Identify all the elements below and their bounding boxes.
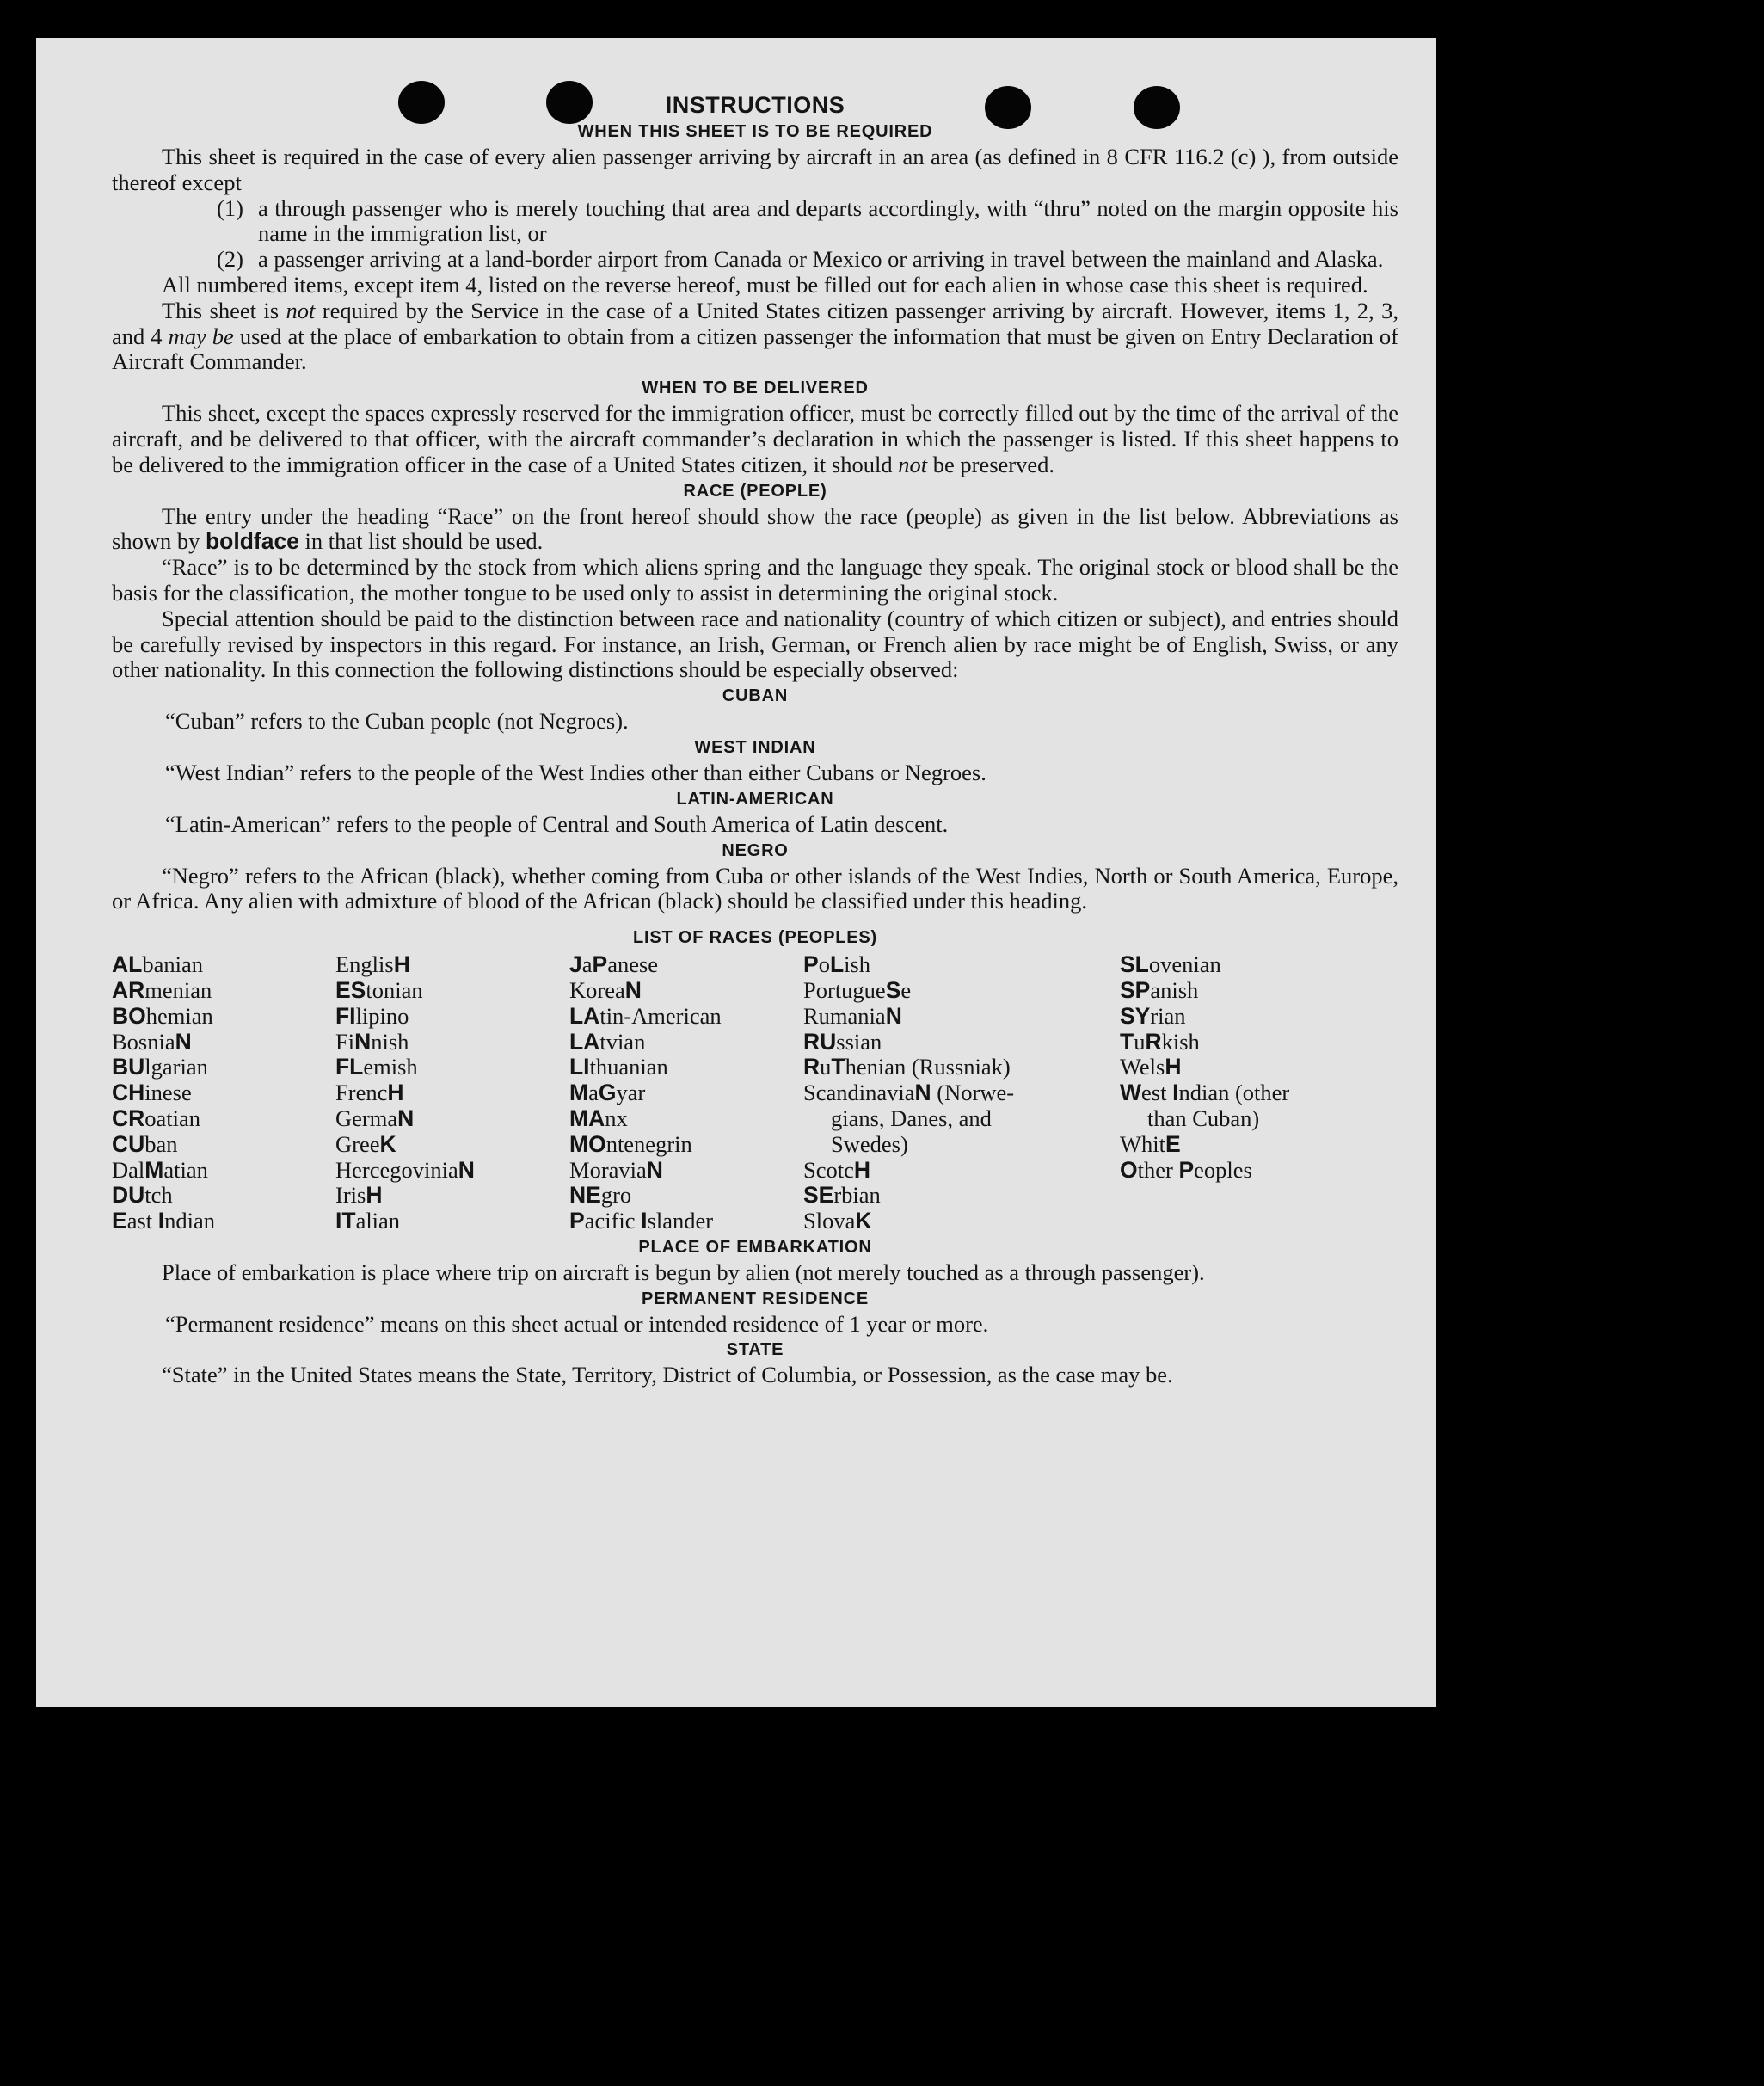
race-text: anish — [1150, 976, 1199, 1003]
race-abbreviation: N — [624, 976, 642, 1003]
race-entry — [1120, 1055, 1378, 1080]
paragraph — [112, 401, 1398, 477]
paragraph — [112, 504, 1398, 556]
race-abbreviation: P — [1178, 1156, 1195, 1183]
list-item-number: (1) — [217, 194, 243, 221]
race-column — [569, 952, 803, 1234]
race-text: tch — [144, 1182, 173, 1209]
race-abbreviation: N — [646, 1156, 663, 1183]
race-entry — [569, 1132, 803, 1158]
paragraph: “West Indian” refers to the people of the West Indies other than either Cubans or Negroes. — [165, 759, 986, 785]
race-abbreviation: E — [1165, 1130, 1181, 1157]
race-text: lgarian — [144, 1054, 208, 1080]
race-entry — [1120, 1004, 1378, 1030]
race-entry — [335, 1004, 569, 1030]
race-text: inese — [144, 1080, 192, 1106]
race-text: lipino — [355, 1002, 409, 1029]
text-run: required by the Service in the case of a United States citizen passenger arriving by aircraft. However, items 1, 2, 3, and 4 — [112, 297, 1398, 349]
section-heading: WEST INDIAN — [694, 737, 816, 757]
race-text: Frenc — [335, 1080, 388, 1106]
race-text: Swedes) — [831, 1130, 908, 1157]
paragraph: “Cuban” refers to the Cuban people (not Negroes). — [165, 708, 629, 735]
race-abbreviation: FL — [335, 1054, 364, 1080]
race-text: rian — [1150, 1002, 1186, 1029]
race-entry — [335, 1132, 569, 1158]
paragraph: “Latin-American” refers to the people of Central and South America of Latin descent. — [165, 810, 949, 837]
race-abbreviation: S — [885, 976, 901, 1003]
race-entry — [112, 1209, 335, 1234]
paragraph: “Permanent residence” means on this sheet actual or intended residence of 1 year or more. — [165, 1310, 989, 1337]
race-entry — [803, 1004, 1120, 1030]
race-entry — [335, 1055, 569, 1080]
section-heading: WHEN TO BE DELIVERED — [642, 378, 869, 398]
race-abbreviation: N — [354, 1028, 372, 1055]
race-abbreviation: N — [885, 1002, 902, 1029]
race-entry — [112, 1106, 335, 1132]
race-entry — [1120, 978, 1378, 1004]
race-entry — [569, 1004, 803, 1030]
race-abbreviation: I — [1172, 1080, 1179, 1106]
race-text: gians, Danes, and — [831, 1105, 992, 1131]
race-text: ntenegrin — [605, 1130, 692, 1157]
race-text: e — [900, 976, 912, 1003]
race-entry — [1120, 1030, 1378, 1055]
race-abbreviation: N — [175, 1028, 192, 1055]
race-entry — [335, 1080, 569, 1106]
race-abbreviation: N — [914, 1080, 931, 1106]
race-text: Scotc — [803, 1156, 854, 1183]
race-text: thuanian — [589, 1054, 668, 1080]
race-column — [335, 952, 569, 1234]
race-entry — [112, 1080, 335, 1106]
race-text: ast — [126, 1208, 158, 1234]
race-text: est — [1141, 1080, 1173, 1106]
race-abbreviation: I — [157, 1208, 165, 1234]
race-text: acific — [584, 1208, 642, 1234]
race-abbreviation: SP — [1120, 976, 1151, 1003]
race-abbreviation: H — [853, 1156, 871, 1183]
race-abbreviation: LA — [569, 1028, 600, 1055]
race-abbreviation: M — [144, 1156, 164, 1183]
list-item-text: a passenger arriving at a land-border airport from Canada or Mexico or arriving in travel between the mainland and Alaska. — [258, 246, 1384, 273]
race-text: rbian — [833, 1182, 881, 1209]
race-entry — [112, 1055, 335, 1080]
race-text: oatian — [144, 1105, 201, 1131]
list-item — [112, 196, 1398, 248]
race-column — [1120, 952, 1378, 1234]
text-run: used at the place of embarkation to obtain from a citizen passenger the information that must be given on Entry Declaration of Aircraft Commander. — [112, 323, 1398, 375]
race-text: ovenian — [1148, 951, 1221, 978]
race-text: u — [1134, 1028, 1146, 1055]
race-text: gro — [600, 1182, 632, 1209]
paragraph: “State” in the United States means the State, Territory, District of Columbia, or Possession, as the case may be. — [162, 1362, 1173, 1388]
race-text: ssian — [836, 1028, 882, 1055]
text-run: This sheet, except the spaces expressly reserved for the immigration officer, must be correctly filled out by the time of the arrival of the aircraft, and be delivered to that officer, with the aircraft commander’s declaration in which the passenger is listed. If this sheet happens to be delivered to the immigration officer in the case of a United States citizen, it should — [112, 400, 1398, 477]
race-entry — [569, 1183, 803, 1209]
race-abbreviation: N — [397, 1105, 415, 1131]
race-text: Scandinavia — [803, 1080, 915, 1106]
race-abbreviation: P — [569, 1208, 585, 1234]
race-text: hemian — [145, 1002, 213, 1029]
race-entry — [112, 1183, 335, 1209]
race-abbreviation: SY — [1120, 1002, 1151, 1029]
race-text: u — [820, 1054, 832, 1080]
race-text: Moravia — [569, 1156, 647, 1183]
race-text: Gree — [335, 1130, 380, 1157]
sheet-content — [112, 91, 1398, 1388]
race-entry — [1120, 1132, 1378, 1158]
section-heading: PLACE OF EMBARKATION — [638, 1237, 872, 1257]
race-text: ndian — [164, 1208, 215, 1234]
paragraph: Special attention should be paid to the distinction between race and nationality (country of which citizen or subject), and entries should be carefully revised by inspectors in this regard. For instance, an Irish, German, or French alien by race might be of English, Swiss, or any other nationality. In this connection the following distinctions should be especially observed: — [112, 605, 1398, 683]
race-text: Iris — [335, 1182, 366, 1209]
race-abbreviation: G — [598, 1080, 617, 1106]
race-entry — [569, 1080, 803, 1106]
race-abbreviation: R — [1145, 1028, 1162, 1055]
text-run: The entry under the heading “Race” on the front hereof should show the race (people) as given in the list below. Abbreviations as shown by — [112, 502, 1398, 555]
paragraph: This sheet is required in the case of every alien passenger arriving by aircraft in an area (as defined in 8 CFR 116.2 (c) ), from outside thereof except — [112, 144, 1398, 195]
race-text: emish — [363, 1054, 418, 1080]
text-run: in that list should be used. — [298, 528, 544, 555]
race-text: o — [818, 951, 830, 978]
race-entry — [335, 1106, 569, 1132]
race-entry — [1120, 1158, 1378, 1184]
race-text: nx — [605, 1105, 628, 1131]
race-entry — [335, 1030, 569, 1055]
race-entry — [803, 1055, 1120, 1080]
race-entry — [112, 978, 335, 1004]
race-abbreviation: SE — [803, 1182, 834, 1209]
race-abbreviation: H — [393, 951, 410, 978]
race-entry — [112, 1030, 335, 1055]
race-entry-continuation — [803, 1106, 1120, 1132]
race-entry — [569, 1055, 803, 1080]
race-abbreviation: R — [803, 1054, 821, 1080]
race-text: ish — [844, 951, 871, 978]
race-text: than Cuban) — [1147, 1105, 1260, 1131]
italic-text: not — [898, 451, 928, 477]
race-text: Wels — [1120, 1054, 1165, 1080]
race-text: banian — [142, 951, 203, 978]
race-text: Hercegovinia — [335, 1156, 458, 1183]
race-abbreviation: M — [569, 1080, 589, 1106]
race-entry — [803, 1158, 1120, 1184]
race-text: Fi — [335, 1028, 355, 1055]
race-abbreviation: E — [112, 1208, 127, 1234]
race-text: henian (Russniak) — [845, 1054, 1011, 1080]
race-abbreviation: NE — [569, 1182, 601, 1209]
race-entry — [335, 1158, 569, 1184]
race-text: Bosnia — [112, 1028, 175, 1055]
race-entry — [803, 1080, 1120, 1106]
paragraph — [112, 298, 1398, 375]
page-title: INSTRUCTIONS — [665, 92, 845, 118]
race-text: slander — [647, 1208, 714, 1234]
race-abbreviation: P — [803, 951, 819, 978]
race-entry — [112, 1004, 335, 1030]
race-abbreviation: MO — [569, 1130, 606, 1157]
race-entry — [335, 1183, 569, 1209]
race-column — [803, 952, 1120, 1234]
race-text: nish — [371, 1028, 409, 1055]
race-abbreviation: T — [831, 1054, 845, 1080]
race-entry — [803, 1209, 1120, 1234]
race-list — [112, 952, 1398, 1234]
section-heading: NEGRO — [722, 840, 789, 860]
race-entry — [112, 1132, 335, 1158]
section-heading: PERMANENT RESIDENCE — [641, 1289, 870, 1308]
section-heading: LATIN-AMERICAN — [676, 789, 834, 809]
race-entry — [1120, 1080, 1378, 1106]
race-text: tin-American — [599, 1002, 722, 1029]
race-abbreviation: SL — [1120, 951, 1149, 978]
text-run: This sheet is — [162, 297, 286, 323]
race-entry — [569, 1030, 803, 1055]
race-entry — [335, 1209, 569, 1234]
text-run: be preserved. — [927, 451, 1054, 477]
race-text: anese — [607, 951, 659, 978]
race-abbreviation: H — [1165, 1054, 1182, 1080]
race-entry — [569, 1209, 803, 1234]
list-item-text: a through passenger who is merely touching that area and departs accordingly, with “thru” noted on the margin opposite his name in the immigration list, or — [258, 194, 1398, 247]
race-abbreviation: BU — [112, 1054, 145, 1080]
race-abbreviation: DU — [112, 1182, 145, 1209]
section-heading: WHEN THIS SHEET IS TO BE REQUIRED — [577, 122, 933, 141]
race-text: tonian — [366, 976, 423, 1003]
italic-text: not — [286, 297, 316, 323]
race-text: Dal — [112, 1156, 145, 1183]
race-entry — [803, 952, 1120, 978]
italic-text: may be — [168, 323, 234, 349]
race-abbreviation: N — [458, 1156, 475, 1183]
race-abbreviation: L — [829, 951, 845, 978]
race-column — [112, 952, 335, 1234]
race-text: Portugue — [803, 976, 886, 1003]
race-entry — [569, 1158, 803, 1184]
race-abbreviation: IT — [335, 1208, 356, 1234]
race-text: tvian — [599, 1028, 646, 1055]
list-item — [112, 247, 1398, 273]
race-text: a — [588, 1080, 599, 1106]
race-text: atian — [163, 1156, 208, 1183]
race-entry-continuation — [1120, 1106, 1378, 1132]
section-heading: RACE (PEOPLE) — [683, 481, 827, 501]
race-abbreviation: ES — [335, 976, 366, 1003]
race-text: Whit — [1120, 1130, 1165, 1157]
race-abbreviation: H — [366, 1182, 383, 1209]
race-entry — [335, 952, 569, 978]
race-text: Germa — [335, 1105, 398, 1131]
race-text: Englis — [335, 951, 394, 978]
race-abbreviation: RU — [803, 1028, 837, 1055]
race-entry-continuation — [803, 1132, 1120, 1158]
section-heading: STATE — [726, 1340, 784, 1360]
race-abbreviation: J — [569, 951, 582, 978]
race-text: a — [581, 951, 593, 978]
paragraph: Place of embarkation is place where trip on aircraft is begun by alien (not merely touched as a through passenger). — [162, 1258, 1205, 1285]
race-text: eoples — [1194, 1156, 1252, 1183]
paragraph: All numbered items, except item 4, listed on the reverse hereof, must be filled out for each alien in whose case this sheet is required. — [162, 271, 1368, 298]
paragraph: “Race” is to be determined by the stock from which aliens spring and the language they speak. The original stock or blood shall be the basis for the classification, the mother tongue to be used only to assist in determining the original stock. — [112, 554, 1398, 606]
race-entry — [803, 978, 1120, 1004]
race-text: alian — [355, 1208, 401, 1234]
race-entry — [112, 952, 335, 978]
race-text: yar — [616, 1080, 646, 1106]
race-abbreviation: CH — [112, 1080, 145, 1106]
instruction-sheet — [36, 38, 1436, 1707]
race-text: menian — [144, 976, 212, 1003]
race-text: ndian (other — [1178, 1080, 1290, 1106]
race-entry — [1120, 952, 1378, 978]
race-abbreviation: FI — [335, 1002, 356, 1029]
section-heading: LIST OF RACES (PEOPLES) — [633, 928, 877, 948]
race-entry — [569, 1106, 803, 1132]
section-heading: CUBAN — [722, 686, 789, 706]
race-abbreviation: AR — [112, 976, 145, 1003]
race-abbreviation: T — [1120, 1028, 1134, 1055]
race-text: Slova — [803, 1208, 856, 1234]
list-item-number: (2) — [217, 246, 243, 273]
race-abbreviation: MA — [569, 1105, 605, 1131]
race-text: ban — [144, 1130, 178, 1157]
race-abbreviation: K — [855, 1208, 872, 1234]
race-text: Korea — [569, 976, 625, 1003]
race-abbreviation: K — [379, 1130, 396, 1157]
race-abbreviation: H — [387, 1080, 404, 1106]
race-abbreviation: W — [1120, 1080, 1142, 1106]
race-abbreviation: AL — [112, 951, 143, 978]
race-entry — [335, 978, 569, 1004]
race-entry — [803, 1030, 1120, 1055]
race-entry — [803, 1183, 1120, 1209]
race-entry — [569, 978, 803, 1004]
race-text: Rumania — [803, 1002, 886, 1029]
race-abbreviation: O — [1120, 1156, 1138, 1183]
race-abbreviation: LI — [569, 1054, 590, 1080]
race-abbreviation: LA — [569, 1002, 600, 1029]
race-abbreviation: P — [592, 951, 608, 978]
race-abbreviation: CR — [112, 1105, 145, 1131]
race-abbreviation: I — [641, 1208, 648, 1234]
race-entry — [569, 952, 803, 978]
bold-text: boldface — [205, 528, 299, 555]
race-abbreviation: BO — [112, 1002, 146, 1029]
race-text: (Norwe- — [931, 1080, 1015, 1106]
race-text: kish — [1161, 1028, 1200, 1055]
race-entry — [112, 1158, 335, 1184]
paragraph: “Negro” refers to the African (black), whether coming from Cuba or other islands of the West Indies, North or South America, Europe, or Africa. Any alien with admixture of blood of the African (black) should be classified under this heading. — [112, 862, 1398, 914]
race-abbreviation: CU — [112, 1130, 145, 1157]
race-text: ther — [1137, 1156, 1179, 1183]
